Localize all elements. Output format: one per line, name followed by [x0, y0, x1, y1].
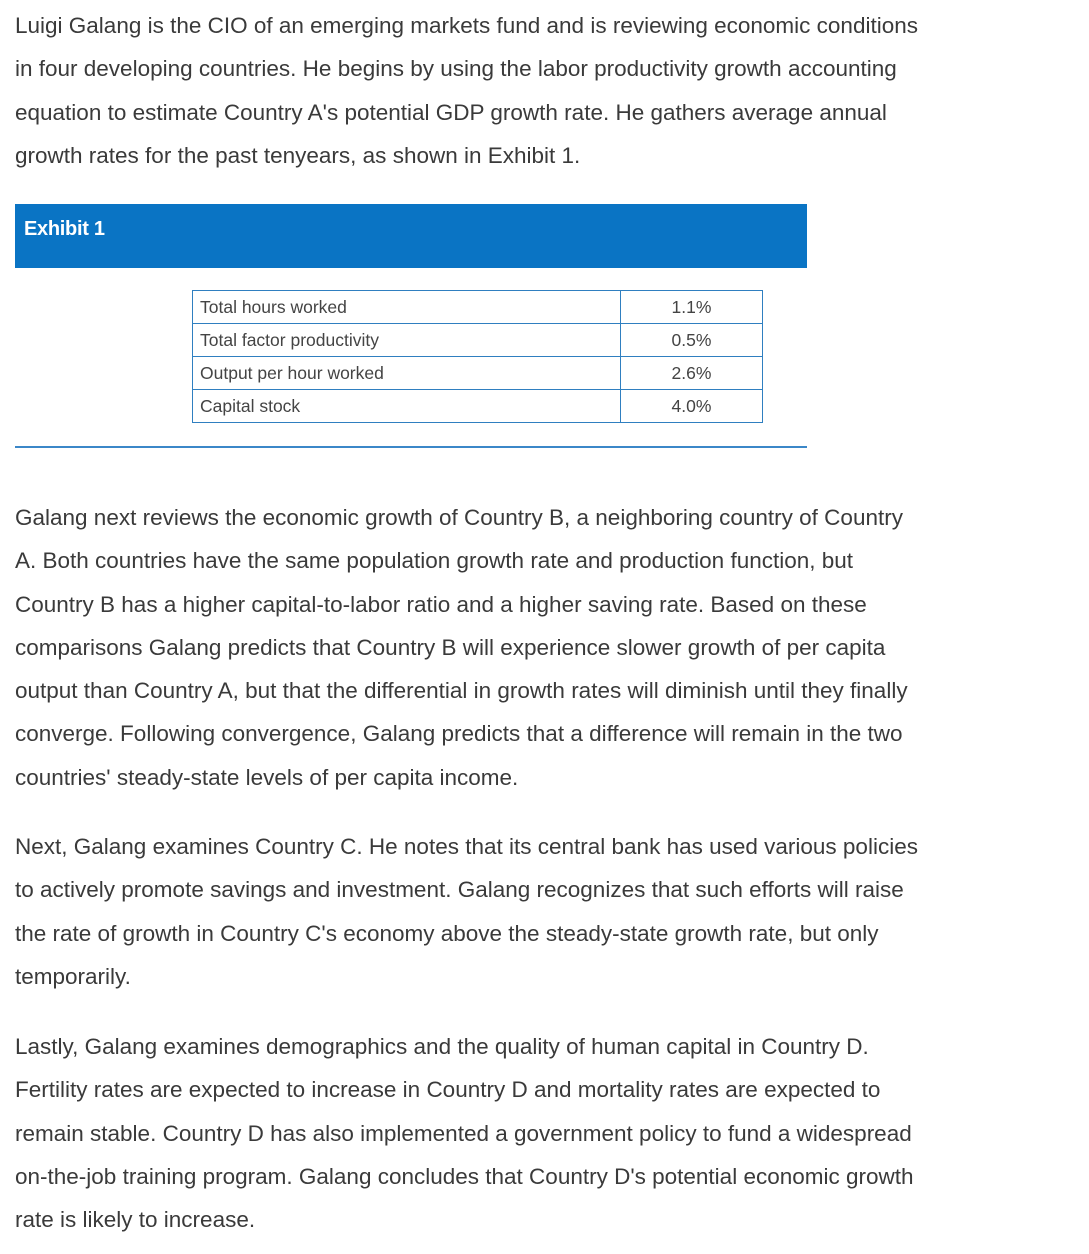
exhibit-table [192, 290, 763, 423]
country-d-paragraph: Lastly, Galang examines demographics and the quality of human capital in Country D. Fertility rates are expected to increase in Country D and mortality rates are expected to remain stable. Country D has also implemented a government policy to fund a widespread on-the-job training program. Galang concludes that Country D's potential economic growth rate is likely to increase. [15, 1034, 914, 1233]
exhibit-header [15, 204, 807, 268]
row-label: Total factor productivity [193, 324, 621, 357]
exhibit-title: Exhibit 1 [24, 218, 105, 240]
table-row [193, 291, 763, 324]
exhibit-divider [15, 446, 807, 448]
country-b-paragraph: Galang next reviews the economic growth of Country B, a neighboring country of Country A. Both countries have the same population growth rate and production function, but Country B has a higher capital-to-labor ratio and a higher saving rate. Based on these comparisons Galang predicts that Country B will experience slower growth of per capita output than Country A, but that the differential in growth rates will diminish until they finally converge. Following convergence, Galang predicts that a difference will remain in the two countries' steady-state levels of per capita income. [15, 505, 908, 790]
row-value: 4.0% [621, 390, 763, 423]
country-c-paragraph: Next, Galang examines Country C. He notes that its central bank has used various policies to actively promote savings and investment. Galang recognizes that such efforts will raise the rate of growth in Country C's economy above the steady-state growth rate, but only temporarily. [15, 834, 918, 989]
row-label: Output per hour worked [193, 357, 621, 390]
table-row [193, 357, 763, 390]
row-value: 2.6% [621, 357, 763, 390]
table-row [193, 390, 763, 423]
table-row [193, 324, 763, 357]
intro-paragraph: Luigi Galang is the CIO of an emerging markets fund and is reviewing economic conditions in four developing countries. He begins by using the labor productivity growth accounting equation to estimate Country A's potential GDP growth rate. He gathers average annual growth rates for the past tenyears, as shown in Exhibit 1. [15, 13, 918, 168]
row-label: Capital stock [193, 390, 621, 423]
row-value: 0.5% [621, 324, 763, 357]
row-label: Total hours worked [193, 291, 621, 324]
row-value: 1.1% [621, 291, 763, 324]
